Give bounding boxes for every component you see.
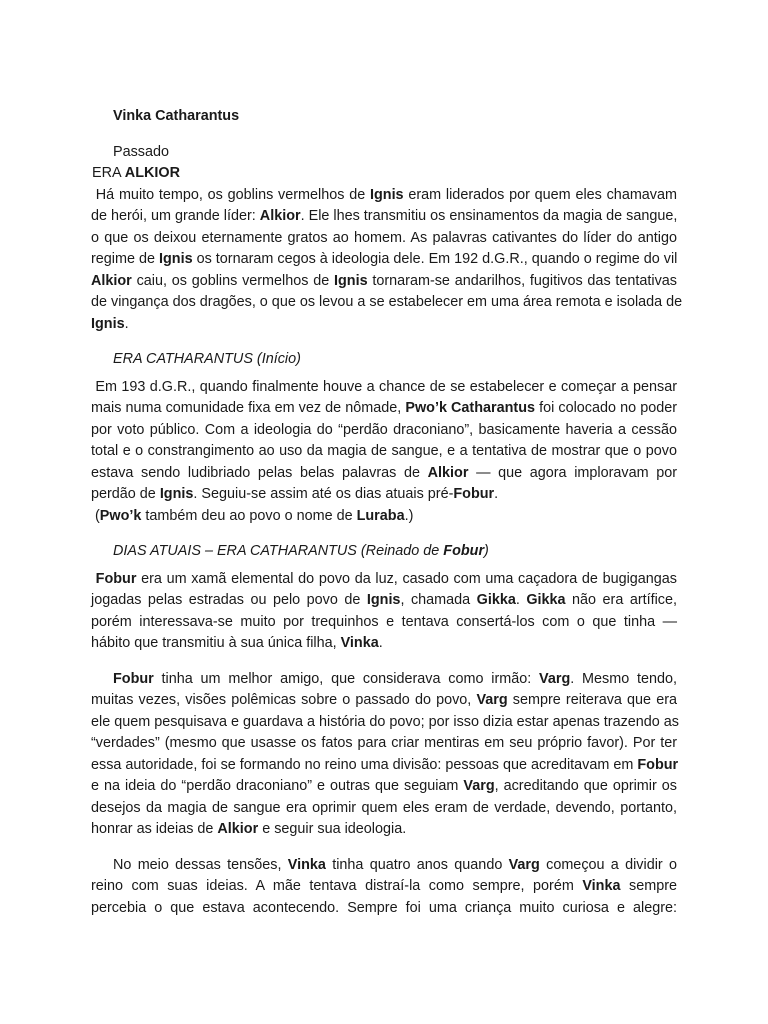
- text-run: No meio dessas tensões,: [113, 856, 288, 873]
- text-line: [91, 249, 677, 271]
- paragraph-varg: [91, 669, 677, 841]
- text-run: reino com suas ideias. A mãe tentava distraí-la como sempre, porém: [91, 878, 583, 894]
- text-run: “verdades” (mesmo que usasse os fatos para criar mentiras em seu próprio favor). Por ter: [91, 735, 677, 751]
- text-run: e seguir sua ideologia.: [258, 821, 407, 837]
- text-run: .: [515, 592, 527, 608]
- text-run: .: [494, 486, 499, 502]
- era-alkior-heading: ERA ALKIOR: [92, 165, 180, 181]
- text-run: Gikka: [526, 592, 566, 608]
- text-run: Vinka: [287, 856, 326, 873]
- text-run: . Ele lhes transmitiu os ensinamentos da magia de sangue,: [300, 208, 678, 224]
- text-run: era um xamã elemental do povo da luz, casado com uma caçadora de bugigangas: [136, 570, 677, 587]
- text-line: [91, 314, 677, 336]
- text-run: , chamada: [400, 592, 477, 608]
- text-line: [91, 377, 677, 399]
- text-run: (: [91, 507, 100, 524]
- text-run: .: [124, 315, 129, 332]
- text-run: Gikka: [476, 592, 516, 608]
- text-run: regime de: [91, 251, 159, 267]
- text-line: [91, 292, 683, 314]
- text-run: Varg: [508, 856, 540, 873]
- text-run: Alkior: [217, 821, 259, 837]
- text-run: muitas vezes, visões polêmicas sobre o passado do povo,: [91, 692, 477, 708]
- text-line: [91, 776, 677, 798]
- text-line: [91, 463, 677, 485]
- text-run: perdão de: [91, 486, 160, 502]
- text-run: os tornaram cegos à ideologia dele. Em 192 d.G.R., quando o regime do vil: [192, 251, 678, 267]
- text-run: Ignis: [334, 272, 368, 289]
- text-run: Pwo’k: [99, 507, 142, 524]
- text-run: Fobur: [113, 670, 154, 687]
- text-line: [91, 898, 677, 920]
- text-run: por voto público. Com a ideologia do “perdão draconiano”, basicamente haveria a cessão: [91, 421, 677, 438]
- paragraph-alkior: [91, 185, 683, 336]
- text-run: Alkior: [259, 208, 301, 224]
- text-line: [91, 798, 677, 820]
- text-run: essa autoridade, foi se formando no reino uma divisão: pessoas que acreditavam em: [91, 756, 638, 773]
- text-run: foi colocado no poder: [535, 400, 678, 416]
- paragraph-fobur: [91, 569, 677, 655]
- text-run: sempre reiterava que era: [507, 692, 678, 708]
- text-line: [91, 855, 677, 877]
- text-run: eram liderados por quem eles chamavam: [403, 186, 677, 203]
- text-run: .: [378, 635, 383, 651]
- text-run: . Mesmo tendo,: [570, 670, 677, 687]
- text-line: [91, 569, 677, 591]
- text-line: [91, 669, 677, 691]
- text-run: Em 193 d.G.R., quando finalmente houve a chance de se estabelecer e começar a pensar: [91, 378, 677, 395]
- text-run: Ignis: [91, 315, 125, 332]
- text-run: Varg: [463, 778, 495, 794]
- text-run: tinha um melhor amigo, que considerava como irmão:: [153, 670, 540, 687]
- text-run: Vinka: [582, 878, 621, 894]
- text-run: Alkior: [91, 272, 132, 289]
- text-line: [91, 271, 677, 293]
- text-run: sempre: [620, 878, 677, 894]
- text-run: também deu ao povo o nome de: [141, 507, 357, 524]
- text-line: [91, 484, 677, 506]
- text-run: , acreditando que oprimir os: [494, 778, 677, 794]
- text-line: [91, 755, 677, 777]
- paragraph-catharantus: [91, 377, 677, 528]
- text-run: Fobur: [453, 486, 495, 502]
- text-run: Pwo’k Catharantus: [405, 400, 536, 416]
- text-run: .): [404, 507, 414, 524]
- text-run: Alkior: [427, 464, 469, 481]
- text-run: desejos da magia de sangue era oprimir quem eles eram de verdade, devendo, portanto,: [91, 799, 677, 816]
- text-line: [91, 733, 677, 755]
- text-line: [91, 819, 677, 841]
- text-run: Fobur: [95, 570, 137, 587]
- text-line: [91, 185, 677, 207]
- text-run: porém interessava-se muito por trequinhos e tentava consertá-los com o que tinha —: [91, 613, 677, 630]
- text-run: Varg: [539, 670, 571, 687]
- text-line: [91, 398, 677, 420]
- document-title: Vinka Catharantus: [113, 108, 240, 124]
- text-line: [91, 506, 677, 528]
- text-run: Há muito tempo, os goblins vermelhos de: [91, 186, 370, 203]
- text-run: total e o constrangimento ao uso da magia de sangue, e a tentativa de mostrar que o povo: [91, 443, 677, 459]
- text-run: mais numa comunidade fixa em vez de nômade,: [91, 400, 406, 416]
- text-run: ele quem pesquisava e guardava a história do povo; por isso dizia estar apenas trazendo as: [91, 713, 679, 730]
- text-run: Fobur: [637, 756, 679, 773]
- text-line: [91, 228, 677, 250]
- text-run: Vinka: [340, 635, 379, 651]
- text-line: [91, 633, 677, 655]
- paragraph-vinka: [91, 855, 677, 920]
- text-run: Ignis: [366, 592, 401, 608]
- text-line: [91, 420, 677, 442]
- era-catharantus-heading: ERA CATHARANTUS (Início): [113, 351, 301, 367]
- text-run: estava sendo ludibriado pelas belas palavras de: [91, 464, 428, 481]
- document-page: [91, 106, 683, 919]
- text-run: hábito que transmitiu à sua única filha,: [91, 635, 341, 651]
- section-passado: Passado: [113, 143, 170, 160]
- text-run: . Seguiu-se assim até os dias atuais pré-: [193, 486, 454, 502]
- dias-atuais-heading: DIAS ATUAIS – ERA CATHARANTUS (Reinado de Fobur): [113, 543, 489, 559]
- text-run: — que agora imploravam por: [468, 464, 677, 481]
- text-run: tinha quatro anos quando: [325, 856, 509, 873]
- text-line: [91, 206, 677, 228]
- text-run: jogadas pelas estradas ou pelo povo de: [91, 592, 367, 608]
- text-run: e na ideia do “perdão draconiano” e outras que seguiam: [91, 778, 464, 794]
- text-run: honrar as ideias de: [91, 821, 218, 837]
- text-run: não era artífice,: [565, 592, 678, 608]
- text-run: começou a dividir o: [539, 856, 677, 873]
- text-run: o que os deixou eternamente gratos ao homem. As palavras cativantes do líder do antigo: [91, 229, 677, 246]
- text-run: Ignis: [369, 186, 404, 203]
- text-line: [91, 712, 677, 734]
- text-line: [91, 612, 677, 634]
- text-run: Ignis: [159, 251, 193, 267]
- text-line: [91, 441, 677, 463]
- text-run: Ignis: [159, 486, 194, 502]
- text-line: [91, 876, 677, 898]
- text-run: Varg: [476, 692, 508, 708]
- text-run: percebia o que estava acontecendo. Sempre foi uma criança muito curiosa e alegre:: [91, 899, 677, 916]
- text-run: Luraba: [356, 507, 405, 524]
- text-run: de herói, um grande líder:: [91, 208, 260, 224]
- text-line: [91, 590, 677, 612]
- text-run: de vingança dos dragões, o que os levou a se estabelecer em uma área remota e isolada de: [91, 294, 683, 310]
- text-run: caiu, os goblins vermelhos de: [131, 272, 334, 289]
- text-line: [91, 690, 677, 712]
- text-run: tornaram-se andarilhos, fugitivos das tentativas: [367, 272, 677, 289]
